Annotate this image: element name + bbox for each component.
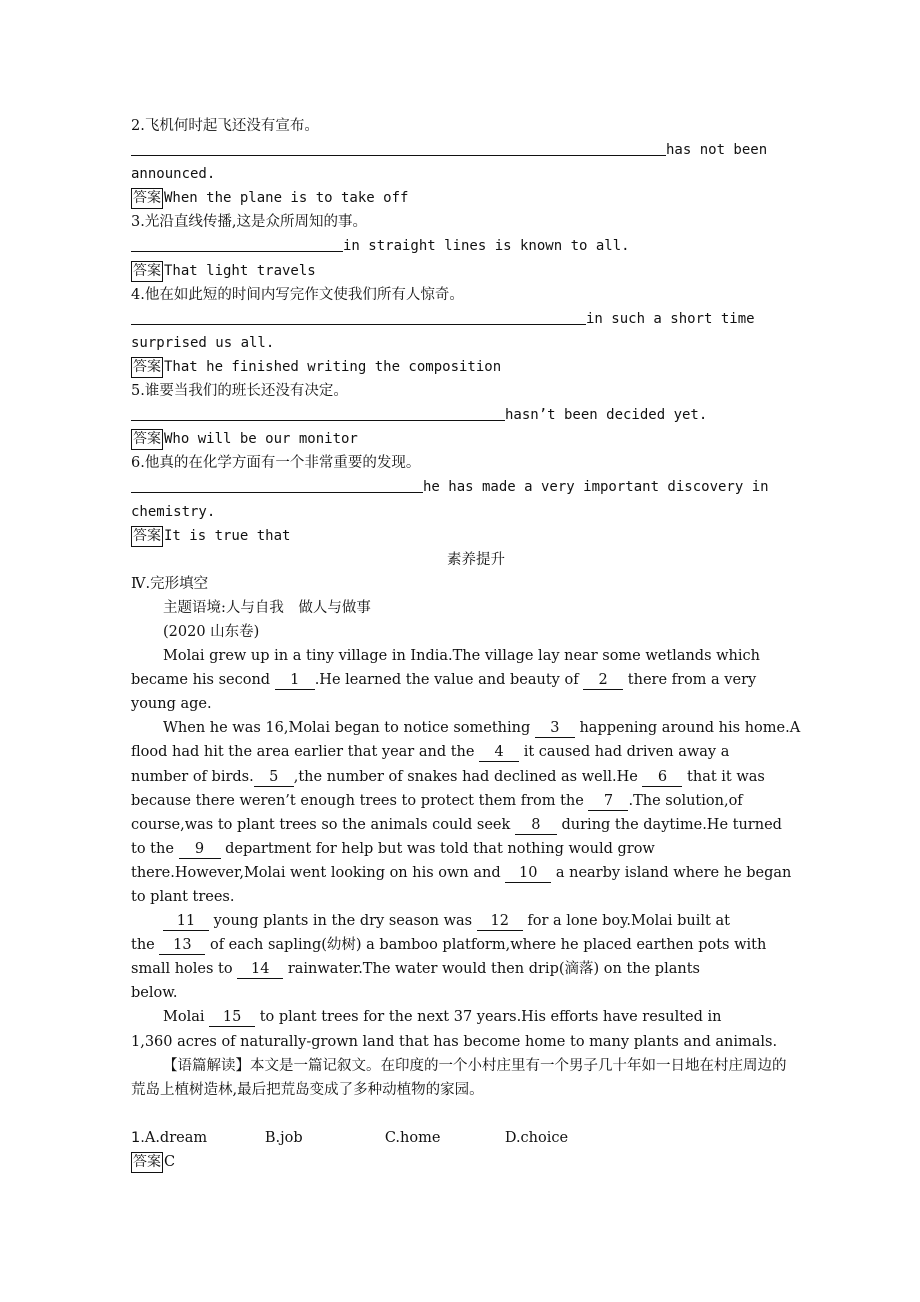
answer-5: 答案 Who will be our monitor — [131, 427, 821, 451]
document-page — [131, 114, 821, 1174]
blank-5[interactable]: 5 — [254, 768, 294, 787]
blank-10[interactable]: 10 — [505, 864, 551, 883]
question-4-blank-line: in such a short time — [131, 307, 821, 331]
question-2: 2.飞机何时起飞还没有宣布。 — [131, 118, 319, 134]
question-1: 1.A.dream B.job C.home D.choice — [131, 1126, 821, 1150]
blank-14[interactable]: 14 — [237, 960, 283, 979]
passage-line: young age. — [131, 696, 212, 713]
passage-line: below. — [131, 985, 178, 1002]
blank-2[interactable]: 2 — [583, 671, 623, 690]
blank-13[interactable]: 13 — [159, 936, 205, 955]
answer-blank[interactable] — [131, 235, 343, 252]
passage-line: to plant trees. — [131, 889, 235, 905]
answer-blank[interactable] — [131, 404, 505, 421]
option-c[interactable]: C.home — [384, 1129, 441, 1146]
answer-badge: 答案 — [131, 1152, 163, 1173]
blank-7[interactable]: 7 — [588, 792, 628, 811]
blank-8[interactable]: 8 — [515, 816, 557, 835]
answer-6: 答案 It is true that — [131, 524, 821, 548]
answer-4: 答案 That he finished writing the composition — [131, 355, 821, 379]
section-heading: 素养提升 — [447, 551, 505, 568]
question-6-blank-line: he has made a very important discovery in — [131, 475, 821, 499]
blank-3[interactable]: 3 — [535, 719, 575, 738]
option-b[interactable]: B.job — [264, 1129, 303, 1146]
option-d[interactable]: D.choice — [504, 1129, 569, 1146]
answer-3: 答案 That light travels — [131, 259, 821, 283]
question-6: 6.他真的在化学方面有一个非常重要的发现。 — [131, 455, 421, 472]
question-3-blank-line: in straight lines is known to all. — [131, 234, 821, 258]
answer-badge: 答案 — [131, 429, 163, 450]
passage-analysis: 【语篇解读】本文是一篇记叙文。在印度的一个小村庄里有一个男子几十年如一日地在村庄周边的荒岛上植树造林,最后把荒岛变成了多种动植物的家园。 — [131, 1057, 787, 1098]
passage-line: 1,360 acres of naturally-grown land that has become home to many plants and animals. — [131, 1033, 778, 1050]
answer-blank[interactable] — [131, 476, 423, 493]
answer-2: 答案 When the plane is to take off — [131, 186, 821, 210]
blank-9[interactable]: 9 — [179, 840, 221, 859]
answer-badge: 答案 — [131, 357, 163, 378]
blank-15[interactable]: 15 — [209, 1008, 255, 1027]
theme-line: 主题语境:人与自我 做人与做事 — [163, 599, 371, 616]
question-6-continuation: chemistry. — [131, 503, 216, 520]
question-3: 3.光沿直线传播,这是众所周知的事。 — [131, 214, 367, 231]
question-4-continuation: surprised us all. — [131, 334, 275, 351]
source-line: (2020 山东卷) — [163, 623, 260, 640]
cloze-passage: Molai grew up in a tiny village in India.The village lay near some wetlands which became his second 1 .He learned the value and beauty of 2 there from a very young age. When he was 16,Molai began to notice something 3 happening around his home.A flood had hit the area earlier that year and the 4 it caused had driven away a number of birds. 5 ,the number of snakes had declined as well.He 6 that it was because there weren’t enough trees to protect them from the 7 .The solution,of course,was to plant trees so the animals could seek 8 during the daytime.He turned to the 9 department for help but was told that nothing would grow there.However,Molai went looking on his own and 10 a nearby island where he began to plant trees. 11 young plants in the dry season was 12 for a lone boy.Molai built at the 13 of each sapling(幼树) a bamboo platform,where he placed earthen pots with small holes to 14 rainwater.The water would then drip(滴落) on the plants below. Molai 15 to plant trees for the next 37 years.His efforts have resulted in 1,360 acres of naturally-grown land that has become home to many plants and animals. — [131, 644, 821, 1054]
option-a[interactable]: A.dream — [144, 1129, 208, 1146]
question-2-blank-line: has not been — [131, 138, 821, 162]
answer-q1: 答案 C — [131, 1150, 821, 1174]
blank-1[interactable]: 1 — [275, 671, 315, 690]
answer-badge: 答案 — [131, 526, 163, 547]
blank-12[interactable]: 12 — [477, 912, 523, 931]
question-4: 4.他在如此短的时间内写完作文使我们所有人惊奇。 — [131, 286, 464, 303]
passage-line: Molai grew up in a tiny village in India.The village lay near some wetlands which — [163, 648, 760, 665]
question-2-continuation: announced. — [131, 166, 216, 183]
question-5-blank-line: hasn’t been decided yet. — [131, 403, 821, 427]
answer-badge: 答案 — [131, 188, 163, 209]
question-5: 5.谁要当我们的班长还没有决定。 — [131, 383, 348, 400]
blank-4[interactable]: 4 — [479, 743, 519, 762]
answer-blank[interactable] — [131, 139, 666, 156]
blank-6[interactable]: 6 — [642, 768, 682, 787]
blank-11[interactable]: 11 — [163, 912, 209, 931]
answer-blank[interactable] — [131, 308, 586, 325]
answer-badge: 答案 — [131, 261, 163, 282]
part-title: Ⅳ.完形填空 — [131, 575, 209, 592]
